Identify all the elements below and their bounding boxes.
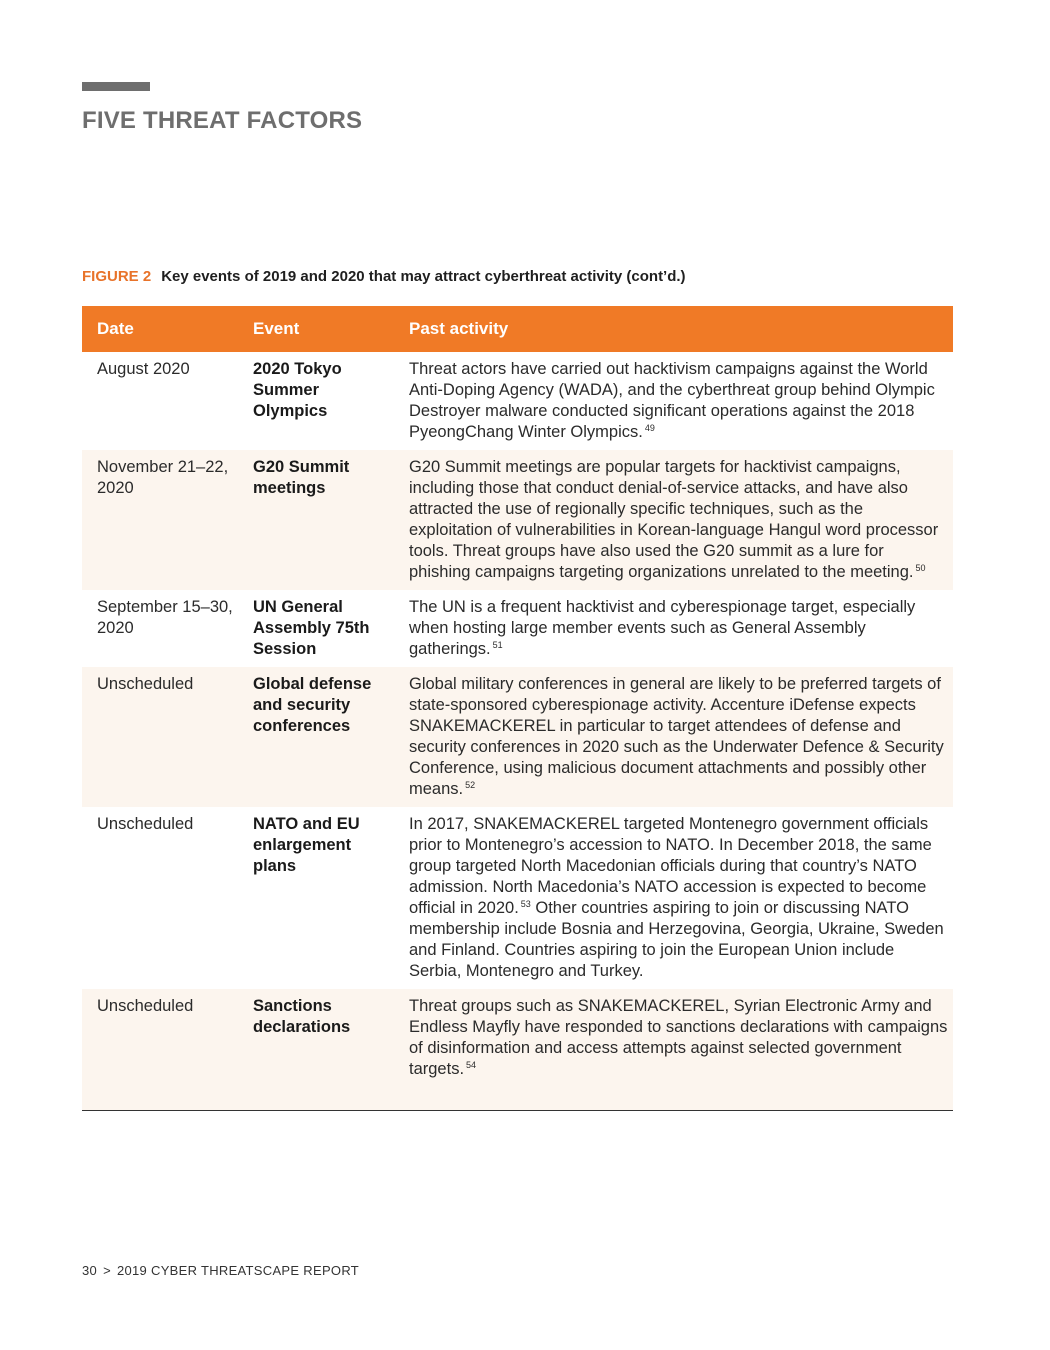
key-events-table (82, 306, 953, 1111)
row-date: Unscheduled (97, 815, 194, 833)
row-past-activity (394, 590, 953, 667)
row-past-activity (394, 989, 953, 1111)
past-activity-text: G20 Summit meetings are popular targets for hacktivist campaigns, including those that conduct denial-of-service attacks, and have also attracted the use of regionally specific techniques, such as the exploitation of vulnerabilities in Korean-language Hangul word processor tools. Threat groups have also used the G20 summit as a lure for phishing campaigns targeting organizations unrelated to the meeting. (409, 458, 939, 581)
footnote-ref: 52 (465, 779, 476, 790)
row-event: Global defense and security conferences (238, 667, 394, 807)
past-activity-text: Global military conferences in general are likely to be preferred targets of state-sponsored cyberespionage activity. Accenture iDefense expects SNAKEMACKEREL in particular to target attendees of defense and security conferences in 2020 such as the Underwater Defence & Security Conference, using malicious document attachments and possibly other means. (409, 675, 944, 798)
row-event: Sanctions declarations (238, 989, 394, 1111)
row-event: 2020 Tokyo Summer Olympics (253, 360, 342, 420)
section-title: FIVE THREAT FACTORS (82, 107, 363, 134)
column-header-event: Event (238, 306, 394, 352)
report-title: 2019 CYBER THREATSCAPE REPORT (116, 1263, 360, 1278)
table-row (82, 989, 953, 1111)
figure-caption-text: Key events of 2019 and 2020 that may attract cyberthreat activity (cont’d.) (161, 268, 686, 285)
row-past-activity (394, 807, 953, 989)
past-activity-text: Threat actors have carried out hacktivism campaigns against the World Anti-Doping Agency (WADA), and the cyberthreat group behind Olympic Destroyer malware conducted significant operations against the 2018 PyeongChang Winter Olympics. (409, 360, 935, 441)
past-activity-text-continued: Other countries aspiring to join or discussing NATO membership include Bosnia and Herzegovina, Georgia, Ukraine, Sweden and Finland. Countries aspiring to join the European Union include Serbia, Montenegro and Turkey. (409, 899, 944, 980)
footnote-ref: 53 (520, 898, 531, 909)
row-past-activity (394, 667, 953, 807)
row-event: NATO and EU enlargement plans (253, 815, 360, 875)
figure-label: FIGURE 2 (82, 268, 152, 285)
footnote-ref: 54 (466, 1059, 477, 1070)
row-past-activity (394, 352, 953, 450)
past-activity-text: The UN is a frequent hacktivist and cyberespionage target, especially when hosting large member events such as General Assembly gatherings. (409, 598, 916, 658)
row-date: September 15–30, 2020 (97, 598, 233, 637)
table-row (82, 667, 953, 807)
table-row (82, 352, 953, 450)
figure-caption (82, 268, 686, 285)
row-event: G20 Summit meetings (238, 450, 394, 590)
row-date: November 21–22, 2020 (82, 450, 238, 590)
table-row (82, 450, 953, 590)
footer-separator: > (103, 1263, 111, 1278)
footnote-ref: 51 (492, 639, 503, 650)
past-activity-text: Threat groups such as SNAKEMACKEREL, Syrian Electronic Army and Endless Mayfly have responded to sanctions declarations with campaigns of disinformation and access attempts against selected government targets. (409, 997, 948, 1078)
column-header-past-activity: Past activity (394, 306, 953, 352)
page-footer (82, 1263, 365, 1278)
section-accent-bar (82, 82, 150, 91)
row-date: Unscheduled (82, 667, 238, 807)
page-number: 30 (82, 1263, 98, 1278)
row-date: Unscheduled (82, 989, 238, 1111)
table-header-row (82, 306, 953, 352)
table-row (82, 590, 953, 667)
footnote-ref: 50 (915, 562, 926, 573)
table-row (82, 807, 953, 989)
row-date: August 2020 (97, 360, 190, 378)
row-past-activity (394, 450, 953, 590)
footnote-ref: 49 (644, 422, 655, 433)
column-header-date: Date (82, 306, 238, 352)
row-event: UN General Assembly 75th Session (253, 598, 370, 658)
past-activity-text: In 2017, SNAKEMACKEREL targeted Montenegro government officials prior to Montenegro’s accession to NATO. In December 2018, the same group targeted North Macedonian officials during that country’s NATO admission. North Macedonia’s NATO accession is expected to become official in 2020. (409, 815, 932, 917)
